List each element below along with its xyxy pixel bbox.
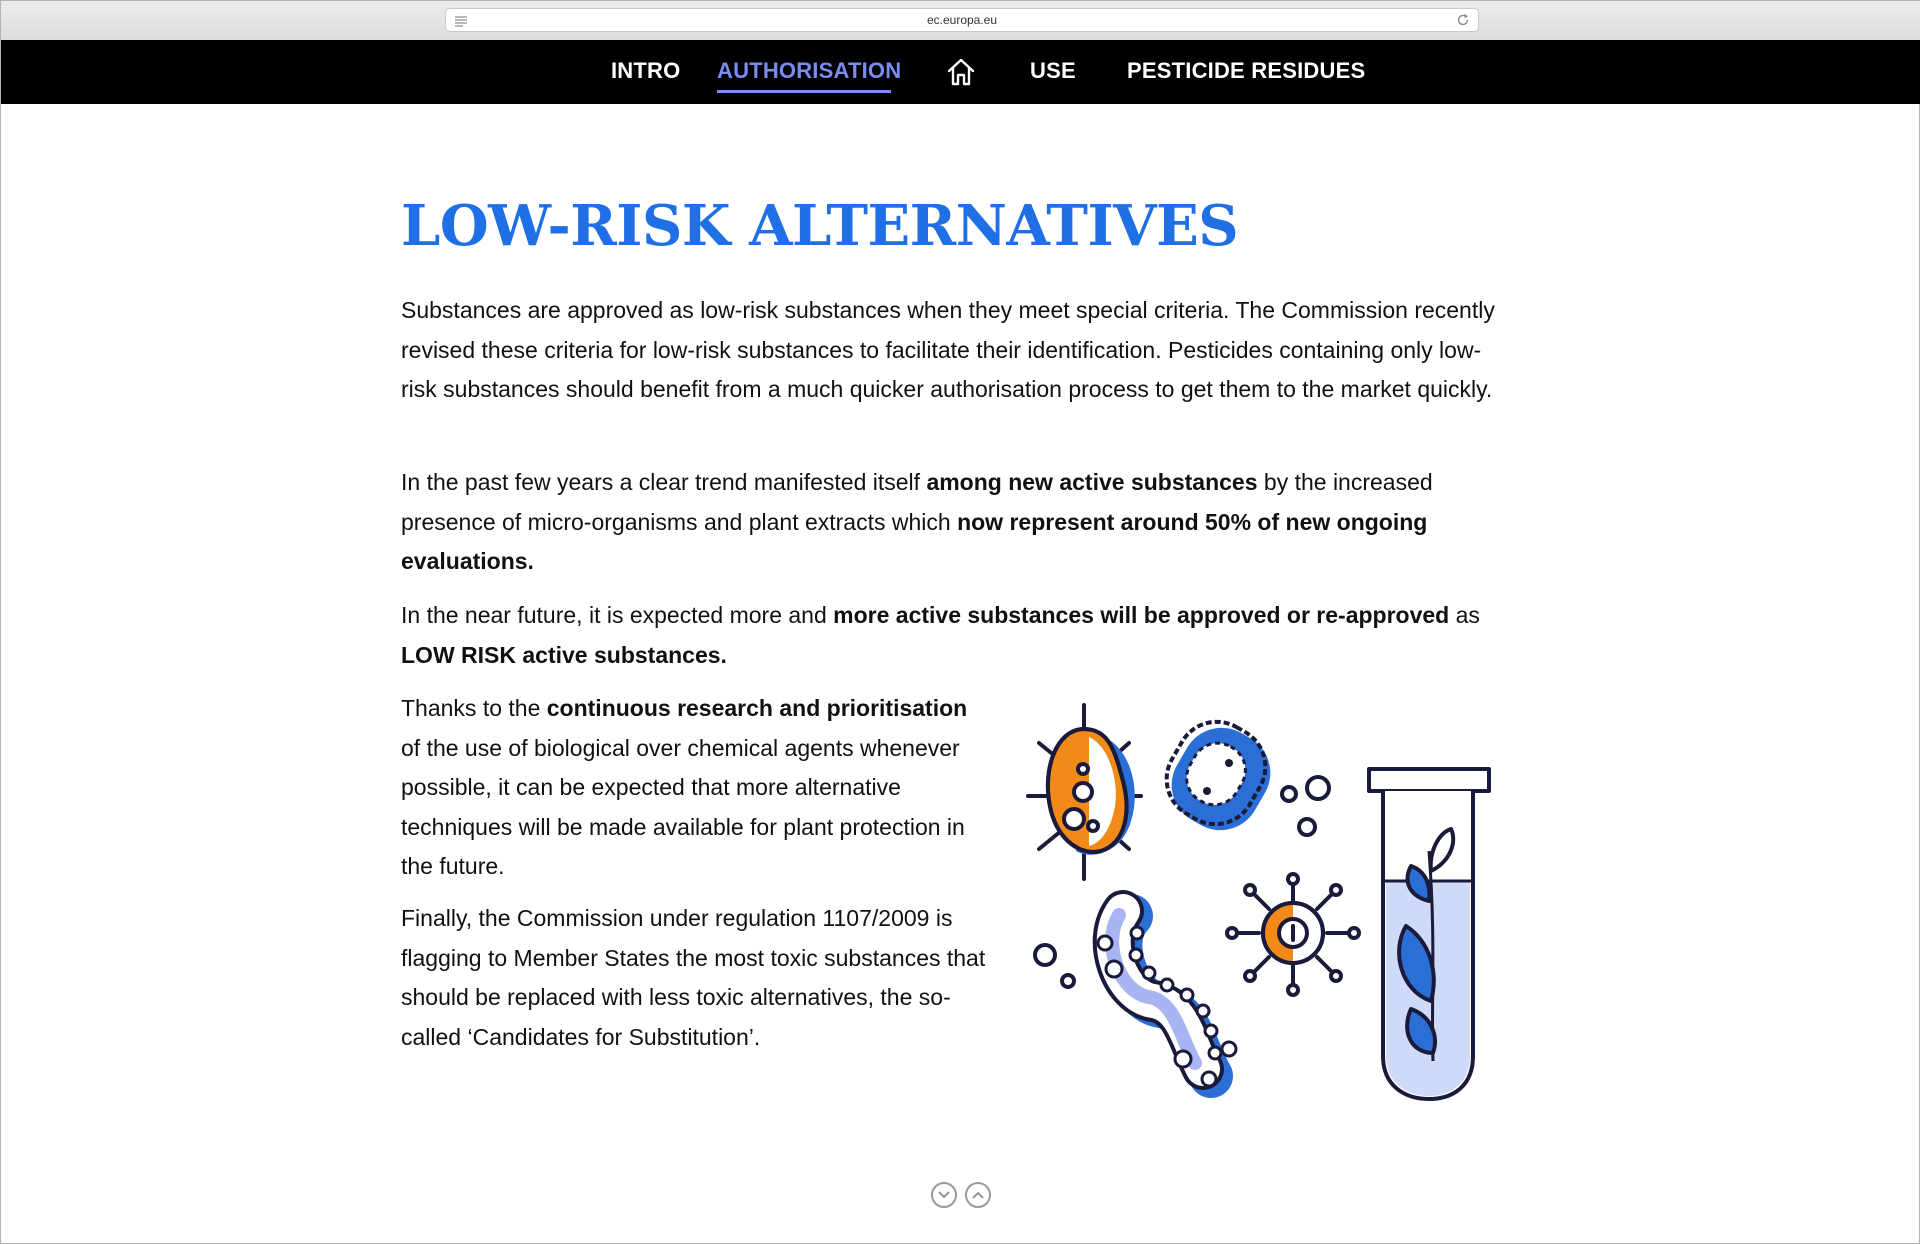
scroll-up-button[interactable] xyxy=(965,1182,991,1208)
home-icon[interactable] xyxy=(945,56,977,88)
bold-text: among new active substances xyxy=(926,469,1258,495)
paragraph-text: In the near future, it is expected more and xyxy=(401,602,834,628)
paragraph-text: of the use of biological over chemical agents whenever possible, it can be expected that more alternative techniques will be made available for plant protection in the future. xyxy=(401,734,965,879)
scroll-down-button[interactable] xyxy=(931,1182,957,1208)
nav-item-intro[interactable]: INTRO xyxy=(611,58,681,83)
nav-item-pesticide-residues[interactable]: PESTICIDE RESIDUES xyxy=(1127,58,1366,83)
bold-text: LOW RISK active substances. xyxy=(401,641,727,668)
paragraph-trend xyxy=(401,463,1501,582)
reload-icon[interactable] xyxy=(1456,13,1470,27)
microbes-illustration xyxy=(1011,701,1501,1111)
test-tube-plant-icon xyxy=(1369,769,1489,1099)
bold-text: now represent around 50% of new ongoing evaluations. xyxy=(401,508,1428,574)
chevron-down-icon xyxy=(938,1190,950,1200)
paragraph-text: Thanks to the xyxy=(401,695,547,721)
paragraph-text: by the increased presence of micro-organisms and plant extracts which xyxy=(401,469,1433,535)
site-navigation xyxy=(1,40,1920,104)
bold-text: more active substances will be approved or re-approved xyxy=(833,602,1450,628)
nav-item-use[interactable]: USE xyxy=(1030,58,1076,83)
paragraph-text: In the past few years a clear trend manifested itself xyxy=(401,469,927,495)
paragraph-research xyxy=(401,689,991,887)
paragraph-future xyxy=(401,596,1501,675)
virus-icon xyxy=(1227,874,1359,995)
page-title: LOW-RISK ALTERNATIVES xyxy=(401,193,1239,259)
paragraph-low-risk-criteria: Substances are approved as low-risk substances when they meet special criteria. The Commission recently revised these criteria for low-risk substances to facilitate their identification. Pesticides containing only low-risk substances should benefit from a much quicker authorisation process to get them to the market quickly. xyxy=(401,297,1495,402)
paragraph-text: as xyxy=(1449,602,1480,628)
paragraph-candidates-for-substitution: Finally, the Commission under regulation 1107/2009 is flagging to Member States the most toxic substances that should be replaced with less toxic alternatives, the so-called ‘Candidates for Substitution’. xyxy=(401,905,986,1050)
worm-icon xyxy=(1098,911,1236,1086)
chevron-up-icon xyxy=(972,1190,984,1200)
microbe-icon xyxy=(1152,707,1285,845)
url-text: ec.europa.eu xyxy=(926,13,998,27)
address-bar[interactable] xyxy=(445,8,1479,32)
nav-item-authorisation[interactable]: AUTHORISATION xyxy=(717,58,902,83)
bold-text: continuous research and prioritisation xyxy=(546,695,968,721)
active-tab-indicator xyxy=(717,90,891,93)
bacterium-icon xyxy=(1028,705,1141,879)
browser-toolbar xyxy=(1,1,1920,41)
